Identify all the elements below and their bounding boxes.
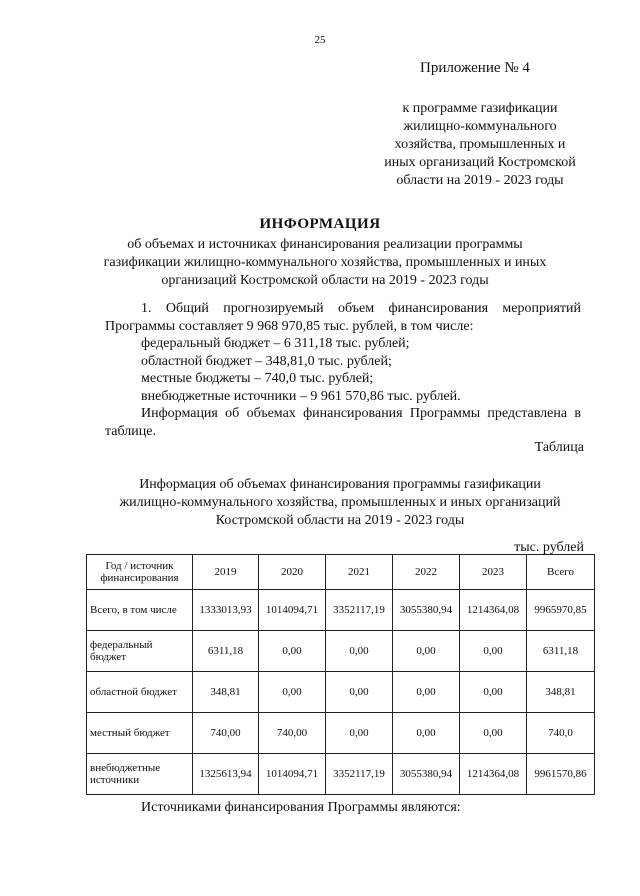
table-cell: 6311,18 [193, 631, 259, 672]
header-cell-source: Год / источник финансирования [87, 555, 193, 590]
table-cell: 9965970,85 [527, 590, 595, 631]
table-cell: 0,00 [393, 631, 460, 672]
table-cell: 0,00 [326, 672, 393, 713]
funding-item: местные бюджеты – 740,0 тыс. рублей; [141, 371, 374, 386]
table-cell: 3352117,19 [326, 590, 393, 631]
table-cell: 0,00 [259, 631, 326, 672]
table-cell: 0,00 [460, 672, 527, 713]
caption-line: Костромской области на 2019 - 2023 годы [215, 513, 465, 528]
table-row [87, 754, 595, 795]
row-label: местный бюджет [87, 713, 193, 754]
info-subheading [90, 236, 560, 290]
appendix-subtitle [360, 100, 600, 190]
table-cell: 3055380,94 [393, 590, 460, 631]
paragraph-info: Информация об объемах финансирования Программы представлена в таблице. [105, 406, 581, 439]
body-text [105, 300, 581, 440]
table-cell: 3055380,94 [393, 754, 460, 795]
table-row [87, 672, 595, 713]
header-cell-total: Всего [527, 555, 595, 590]
caption-line: Информация об объемах финансирования программы газификации [139, 477, 541, 492]
table-cell: 740,0 [527, 713, 595, 754]
row-label: областной бюджет [87, 672, 193, 713]
header-cell-year: 2023 [460, 555, 527, 590]
appendix-line: области на 2019 - 2023 годы [396, 173, 564, 188]
caption-line: жилищно-коммунального хозяйства, промышленных и иных организаций [119, 495, 561, 510]
info-heading: ИНФОРМАЦИЯ [259, 216, 381, 232]
table-cell: 0,00 [460, 631, 527, 672]
table-cell: 348,81 [527, 672, 595, 713]
table-cell: 1014094,71 [259, 590, 326, 631]
row-label: Всего, в том числе [87, 590, 193, 631]
subheading-line: газификации жилищно-коммунального хозяйства, промышленных и иных [103, 255, 547, 270]
table-cell: 0,00 [393, 672, 460, 713]
table-cell: 740,00 [193, 713, 259, 754]
table-cell: 348,81 [193, 672, 259, 713]
table-header-row [87, 555, 595, 590]
appendix-line: иных организаций Костромской [384, 155, 576, 170]
table-cell: 1014094,71 [259, 754, 326, 795]
table-row [87, 590, 595, 631]
table-cell: 6311,18 [527, 631, 595, 672]
table-row [87, 631, 595, 672]
header-cell-year: 2019 [193, 555, 259, 590]
table-cell: 0,00 [393, 713, 460, 754]
funding-item: федеральный бюджет – 6 311,18 тыс. рублей; [141, 336, 410, 351]
appendix-title: Приложение № 4 [420, 60, 530, 76]
table-caption [90, 476, 590, 530]
paragraph-total: 1. Общий прогнозируемый объем финансирования мероприятий Программы составляет 9 968 970,85 тыс. рублей, в том числе: [105, 301, 581, 334]
appendix-line: хозяйства, промышленных и [394, 137, 566, 152]
table-cell: 740,00 [259, 713, 326, 754]
subheading-line: организаций Костромской области на 2019 - 2023 годы [161, 273, 489, 288]
table-cell: 9961570,86 [527, 754, 595, 795]
table-cell: 1333013,93 [193, 590, 259, 631]
table-label: Таблица [534, 440, 584, 455]
header-cell-year: 2022 [393, 555, 460, 590]
footer-text: Источниками финансирования Программы являются: [141, 800, 461, 815]
table-cell: 1214364,08 [460, 754, 527, 795]
subheading-line: об объемах и источниках финансирования реализации программы [127, 237, 523, 252]
row-label: федеральный бюджет [87, 631, 193, 672]
financing-table [86, 554, 595, 795]
table-cell: 0,00 [460, 713, 527, 754]
table-cell: 3352117,19 [326, 754, 393, 795]
table-cell: 1325613,94 [193, 754, 259, 795]
row-label: внебюджетные источники [87, 754, 193, 795]
table-cell: 1214364,08 [460, 590, 527, 631]
funding-item: областной бюджет – 348,81,0 тыс. рублей; [141, 353, 392, 369]
page-number: 25 [314, 34, 326, 46]
appendix-line: жилищно-коммунального [403, 119, 557, 134]
appendix-line: к программе газификации [402, 101, 558, 116]
table-row [87, 713, 595, 754]
table-cell: 0,00 [259, 672, 326, 713]
table-cell: 0,00 [326, 713, 393, 754]
funding-item: внебюджетные источники – 9 961 570,86 тыс. рублей. [141, 388, 461, 404]
units-label: тыс. рублей [514, 540, 584, 555]
table-cell: 0,00 [326, 631, 393, 672]
header-cell-year: 2021 [326, 555, 393, 590]
header-cell-year: 2020 [259, 555, 326, 590]
